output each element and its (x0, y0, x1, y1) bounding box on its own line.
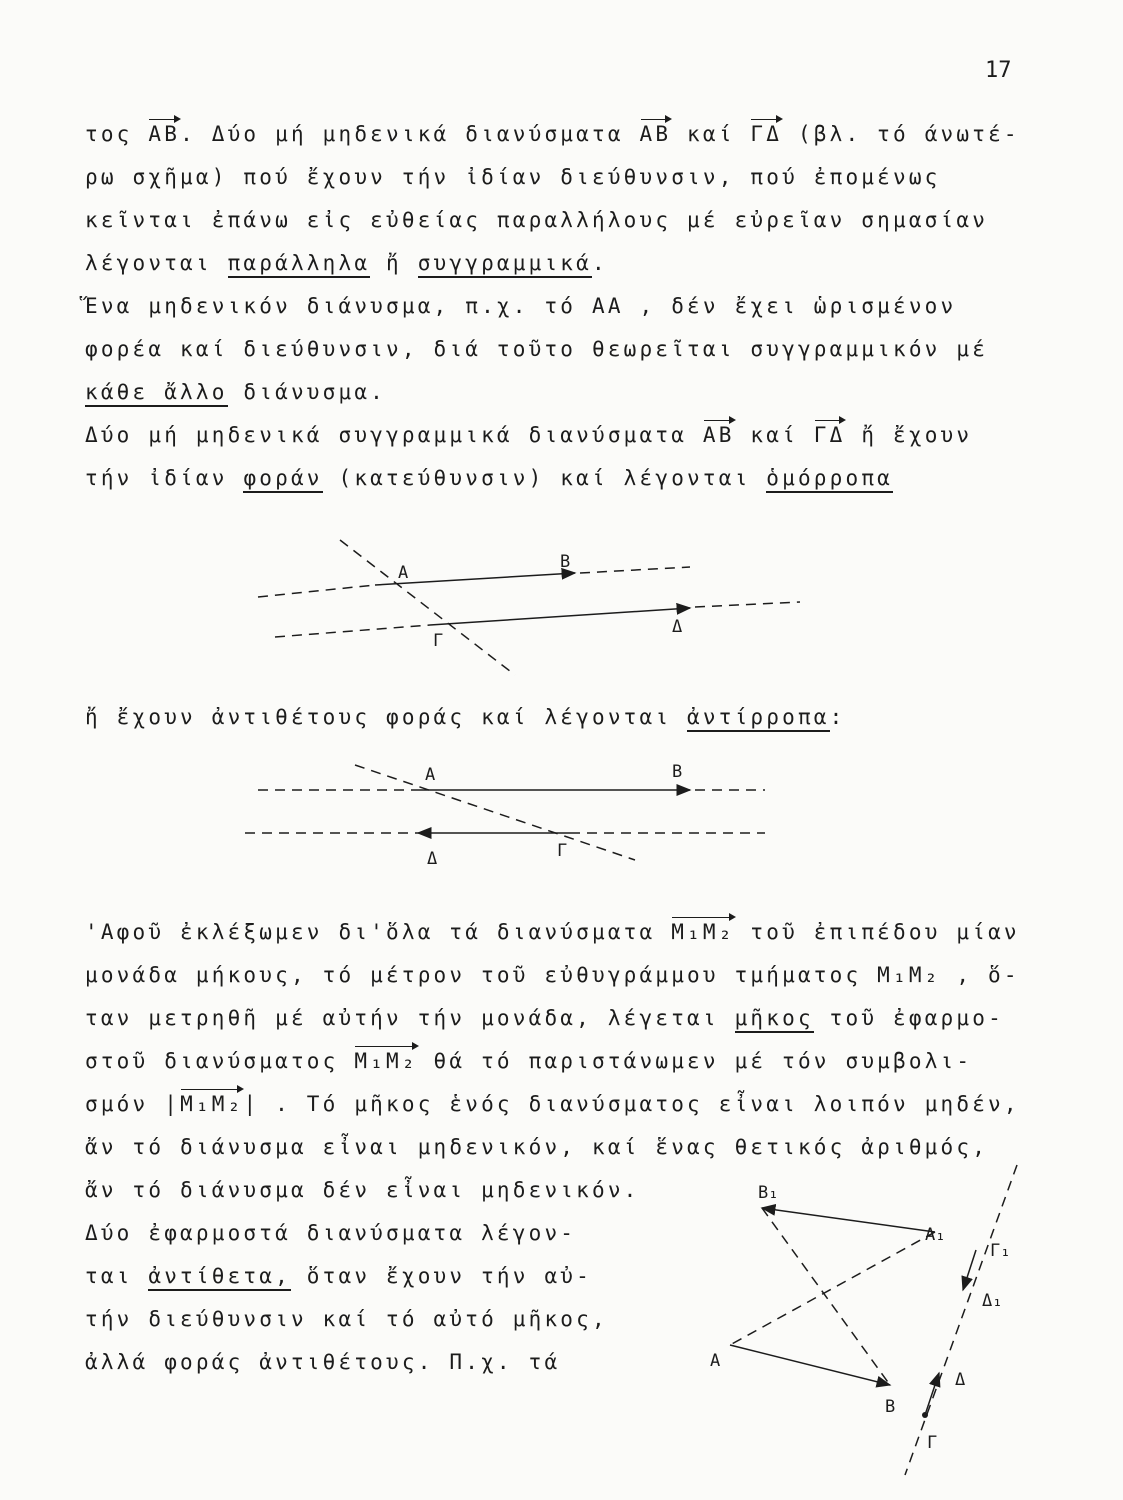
text-run: ἤ (370, 251, 418, 275)
text-run: στοῦ διανύσματος (85, 1049, 355, 1073)
label-g: Γ (927, 1433, 938, 1453)
underlined-term: μῆκος (735, 1006, 814, 1033)
label-b: Β (560, 552, 571, 572)
underlined-term: παράλληλα (228, 251, 371, 278)
text-run: . Δύο μή μηδενικά διανύσματα (180, 122, 640, 146)
vector-notation: Μ₁Μ₂ (180, 1092, 244, 1116)
underlined-term: ὁμόρροπα (766, 466, 893, 493)
text-run: ὅταν ἔχουν τήν αὐ- (290, 1264, 592, 1288)
vector-notation: ΑΒ (148, 122, 181, 146)
label-a: Α (710, 1351, 721, 1371)
text-run: Δύο ἐφαρμοστά διανύσματα λέγον- (85, 1221, 577, 1245)
vector-gd (925, 1373, 939, 1415)
vector-notation: Μ₁Μ₂ (671, 920, 735, 944)
text-run: 'Αφοῦ ἐκλέξωμεν δι'ὅλα τά διανύσματα (85, 920, 672, 944)
text-run: | . Τό μῆκος ἑνός διανύσματος εἶναι λοιπόν μηδέν, (243, 1092, 1020, 1116)
text-run: Ἕνα μηδενικόν διάνυσμα, π.χ. τό ΑΑ , δέν ἔχει ὡρισμένον (85, 294, 957, 318)
underlined-term: ἀντίθετα, (148, 1264, 291, 1291)
vector-gd (430, 608, 690, 625)
text-run: μονάδα μήκους, τό μέτρον τοῦ εὐθυγράμμου τμήματος Μ₁Μ₂ , ὅ- (85, 963, 1020, 987)
underlined-term: φοράν (243, 466, 322, 493)
figure-codirectional-vectors (258, 540, 800, 675)
label-d: Δ (955, 1370, 966, 1390)
text-run: : (829, 705, 846, 729)
text-run: . (592, 251, 608, 275)
figure-opposite-vectors (710, 1165, 1017, 1475)
label-a: Α (425, 765, 436, 785)
text-run: θά τό παριστάνωμεν μέ τόν συμβολι- (417, 1049, 973, 1073)
underlined-term: συγγραμμικά (418, 251, 592, 278)
vector-a1b1 (762, 1208, 935, 1232)
vector-notation: ΑΒ (702, 423, 735, 447)
underlined-term: κάθε ἄλλο (85, 380, 228, 407)
text-run: ἄν τό διάνυσμα εἶναι μηδενικόν, καί ἕνας θετικός ἀριθμός, (85, 1135, 989, 1159)
text-run: τοῦ ἐπιπέδου μίαν (734, 920, 1020, 944)
text-run: τήν ἰδίαν (85, 466, 244, 490)
label-b: Β (672, 762, 683, 782)
text-run: σμόν | (85, 1092, 181, 1116)
page-number: 17 (985, 58, 1012, 83)
text-run: ἀλλά φοράς ἀντιθέτους. Π.χ. τά (85, 1350, 561, 1374)
label-a1: Α₁ (925, 1225, 946, 1245)
label-g: Γ (557, 841, 568, 861)
label-d1: Δ₁ (982, 1291, 1003, 1311)
vector-notation: ΓΔ (813, 423, 846, 447)
text-run: ἤ ἔχουν ἀντιθέτους φοράς καί λέγονται (85, 705, 688, 729)
text-run: κεῖνται ἐπάνω εἰς εὐθείας παραλλήλους μέ εὐρεῖαν σημασίαν (85, 208, 989, 232)
vector-notation: ΓΔ (750, 122, 783, 146)
text-run: τος (85, 122, 149, 146)
text-run: καί (734, 423, 814, 447)
label-b1: Β₁ (758, 1183, 779, 1203)
text-run: ρω σχῆμα) πού ἔχουν τήν ἰδίαν διεύθυνσιν, πού ἐπομένως (85, 165, 941, 189)
text-run: (κατεύθυνσιν) καί λέγονται (322, 466, 767, 490)
label-b: Β (885, 1397, 896, 1417)
underlined-term: ἀντίρροπα (687, 705, 830, 732)
vector-notation: ΑΒ (639, 122, 672, 146)
text-run: τήν διεύθυνσιν καί τό αὐτό μῆκος, (85, 1307, 608, 1331)
text-run: (βλ. τό άνωτέ- (782, 122, 1020, 146)
text-run: φορέα καί διεύθυνσιν, διά τοῦτο θεωρεῖται συγγραμμικόν μέ (85, 337, 989, 361)
label-a: Α (398, 563, 409, 583)
text-run: Δύο μή μηδενικά συγγραμμικά διανύσματα (85, 423, 703, 447)
text-run: ἤ ἔχουν (845, 423, 973, 447)
text-run: ταν μετρηθῆ μέ αὐτήν τήν μονάδα, λέγεται (85, 1006, 735, 1030)
label-d: Δ (427, 849, 438, 869)
text-run: καί (671, 122, 751, 146)
text-run: τοῦ ἐφαρμο- (813, 1006, 1004, 1030)
text-run: ται (85, 1264, 149, 1288)
text-run: λέγονται (85, 251, 228, 275)
vector-notation: Μ₁Μ₂ (354, 1049, 418, 1073)
label-g: Γ (433, 631, 444, 651)
text-run: ἄν τό διάνυσμα δέν εἶναι μηδενικόν. (85, 1178, 640, 1202)
label-g1: Γ₁ (990, 1241, 1011, 1261)
figure-opposite-direction-vectors (245, 762, 765, 869)
label-d: Δ (672, 617, 683, 637)
text-run: διάνυσμα. (227, 380, 387, 404)
